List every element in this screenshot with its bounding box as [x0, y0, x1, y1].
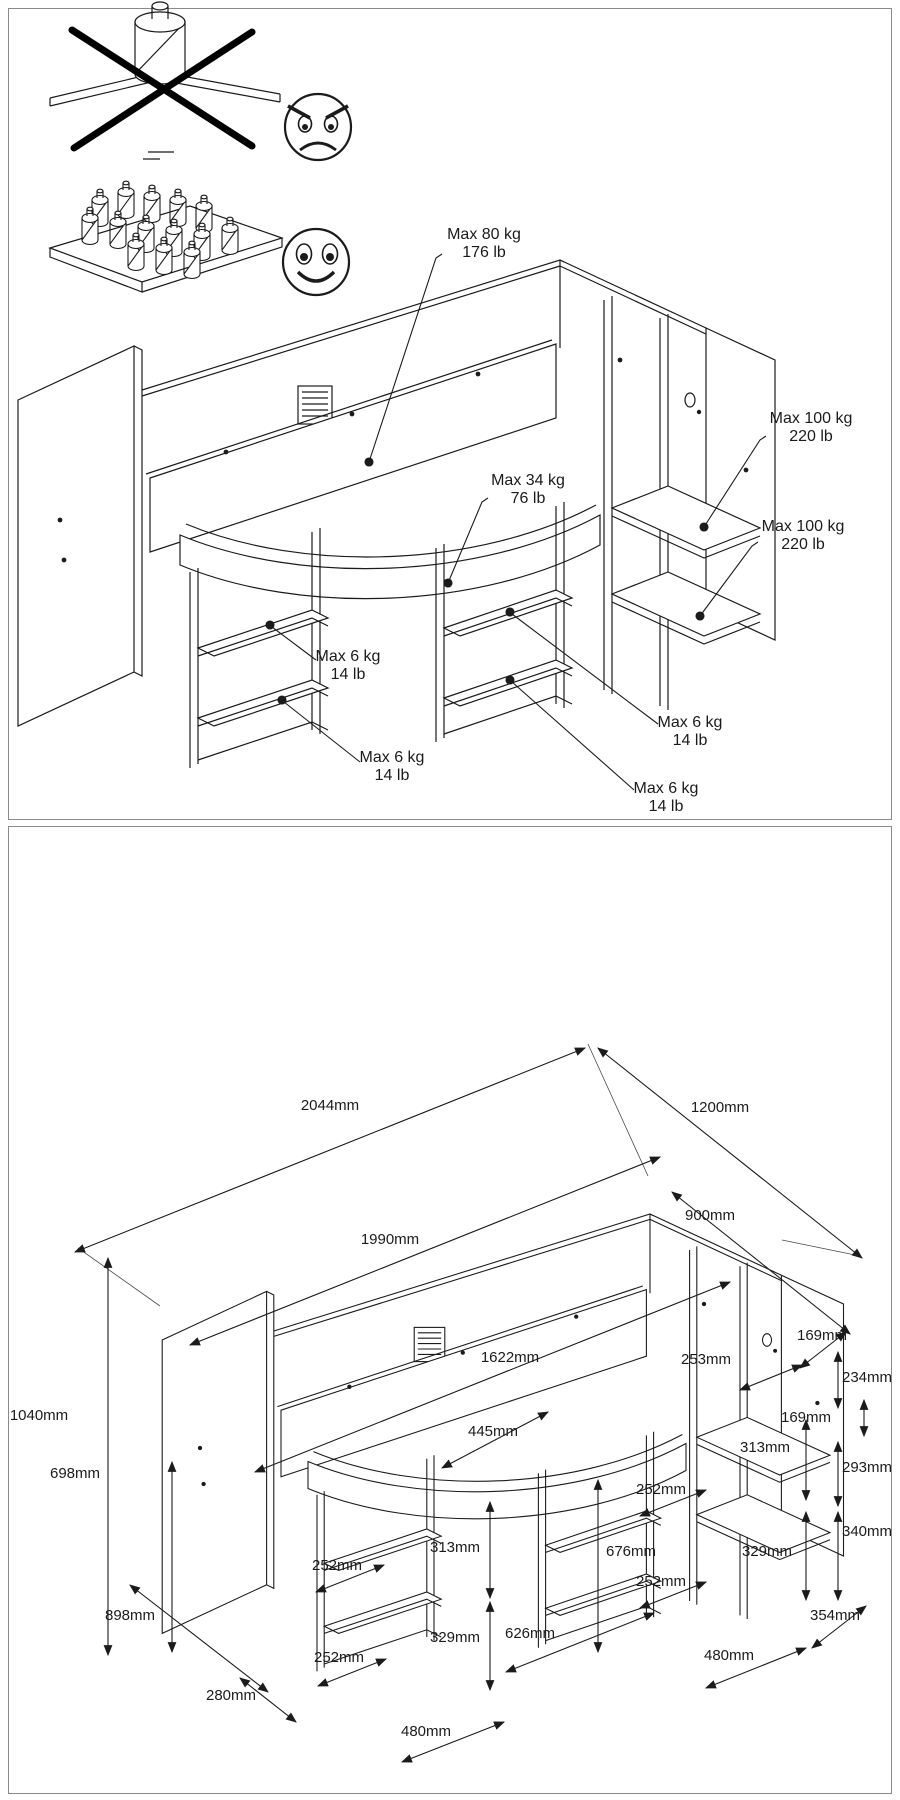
weight-label-left-shelf-lower: [350, 749, 434, 786]
distributed-load-illustration: [50, 181, 282, 292]
dim-front-length: 1622mm: [480, 1349, 540, 1366]
dim-left-cubby-width: 480mm: [400, 1723, 452, 1740]
happy-face-icon: [283, 229, 349, 295]
dim-right-shelf-width-upper: 252mm: [635, 1481, 687, 1498]
weight-kg: Max 80 kg: [447, 226, 521, 243]
dim-left-depth: 898mm: [104, 1607, 156, 1624]
dim-left-lower-gap: 329mm: [429, 1629, 481, 1646]
weight-kg: Max 100 kg: [769, 410, 853, 427]
dim-right-shelf-width-lower: 252mm: [635, 1573, 687, 1590]
dim-left-shelf-width-upper: 252mm: [311, 1557, 363, 1574]
weight-label-step-lower: [748, 518, 858, 555]
weight-kg: Max 6 kg: [359, 749, 425, 766]
weight-label-bed-platform: [432, 226, 536, 263]
dim-left-bottom-depth: 280mm: [205, 1687, 257, 1704]
dim-center-span: 626mm: [504, 1625, 556, 1642]
weight-lb: 14 lb: [330, 666, 366, 684]
weight-label-step-upper: [756, 410, 866, 447]
extension-lines: [78, 1044, 860, 1306]
weight-lb: 14 lb: [648, 798, 684, 816]
dim-right-bottom-height: 340mm: [842, 1523, 893, 1540]
dim-under-desk-height: 698mm: [49, 1465, 101, 1482]
dim-right-lower-gap: 329mm: [741, 1543, 793, 1560]
weight-lb: 220 lb: [781, 536, 825, 554]
weight-label-right-shelf-upper: [648, 714, 732, 751]
no-concentrated-load-illustration: [50, 2, 280, 159]
dim-step-depth-lower: 169mm: [780, 1409, 832, 1426]
dim-right-cabinet-height: 676mm: [605, 1543, 657, 1560]
weight-lb: 176 lb: [462, 244, 506, 262]
dim-overall-length: 2044mm: [300, 1097, 360, 1114]
weight-lb: 14 lb: [672, 732, 708, 750]
weight-label-left-shelf-upper: [306, 648, 390, 685]
weight-lb: 220 lb: [789, 428, 833, 446]
dim-step-rise-lower: 293mm: [842, 1459, 893, 1476]
dim-overall-depth: 1200mm: [690, 1099, 750, 1116]
weight-lb: 14 lb: [374, 767, 410, 785]
dim-right-shelf-gap: 313mm: [739, 1439, 791, 1456]
dim-step-rise-upper: 234mm: [842, 1369, 893, 1386]
weight-lb: 76 lb: [510, 490, 546, 508]
dim-right-cubby-width: 480mm: [703, 1647, 755, 1664]
dim-column-width: 253mm: [680, 1351, 732, 1368]
bed-line-art-safety: [18, 260, 775, 768]
weight-kg: Max 6 kg: [633, 780, 699, 797]
dim-desk-depth: 445mm: [467, 1423, 519, 1440]
weight-kg: Max 6 kg: [657, 714, 723, 731]
dim-step-depth-upper: 169mm: [796, 1327, 848, 1344]
weight-label-desk: [478, 472, 578, 509]
dim-right-bottom-depth: 354mm: [809, 1607, 861, 1624]
weight-kg: Max 6 kg: [315, 648, 381, 665]
dim-left-shelf-width-lower: 252mm: [313, 1649, 365, 1666]
weight-kg: Max 100 kg: [761, 518, 845, 535]
dim-side-depth: 900mm: [684, 1207, 736, 1224]
weight-kg: Max 34 kg: [491, 472, 565, 489]
angry-face-icon: [285, 94, 351, 160]
dim-left-shelf-gap: 313mm: [429, 1539, 481, 1556]
weight-label-right-shelf-lower: [624, 780, 708, 817]
dim-overall-height: 1040mm: [9, 1407, 69, 1424]
dim-inner-length: 1990mm: [360, 1231, 420, 1248]
